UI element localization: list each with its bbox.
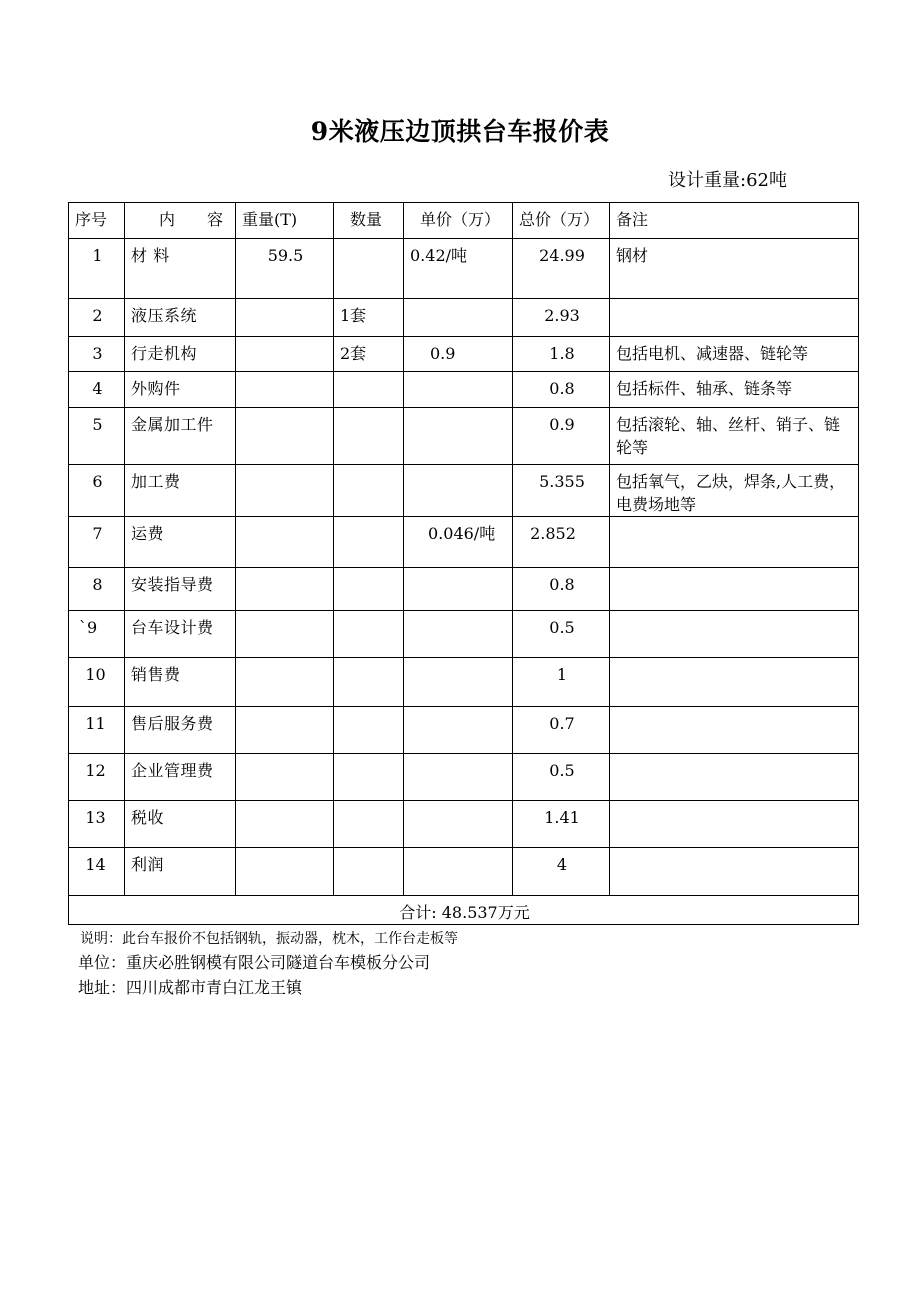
row-item: 加工费 xyxy=(125,465,236,517)
row-remark xyxy=(610,299,859,337)
row-item: 利润 xyxy=(125,848,236,896)
row-weight xyxy=(236,754,334,801)
row-weight xyxy=(236,299,334,337)
row-no: 4 xyxy=(69,372,125,408)
row-qty xyxy=(334,801,404,848)
row-total: 0.5 xyxy=(513,754,610,801)
row-item: 销售费 xyxy=(125,658,236,707)
row-remark xyxy=(610,517,859,568)
row-remark: 包括氧气，乙炔，焊条,人工费，电费场地等 xyxy=(610,465,859,517)
row-qty xyxy=(334,658,404,707)
row-total: 1.8 xyxy=(513,337,610,372)
table-row xyxy=(69,568,859,611)
row-unit-price xyxy=(404,754,513,801)
row-unit-price xyxy=(404,465,513,517)
table-row xyxy=(69,848,859,896)
row-unit-price xyxy=(404,568,513,611)
row-qty xyxy=(334,465,404,517)
row-total: 0.9 xyxy=(513,408,610,465)
row-weight xyxy=(236,801,334,848)
row-weight xyxy=(236,372,334,408)
row-item: 外购件 xyxy=(125,372,236,408)
row-weight xyxy=(236,611,334,658)
row-qty: 2套 xyxy=(334,337,404,372)
table-row xyxy=(69,707,859,754)
row-item: 税收 xyxy=(125,801,236,848)
row-remark: 包括滚轮、轴、丝杆、销子、链轮等 xyxy=(610,408,859,465)
row-qty xyxy=(334,707,404,754)
row-no: 12 xyxy=(69,754,125,801)
header-unit-price: 单价（万） xyxy=(404,203,513,239)
header-weight: 重量(T) xyxy=(236,203,334,239)
address-note: 地址：四川成都市青白江龙王镇 xyxy=(78,978,303,997)
row-total: 0.8 xyxy=(513,372,610,408)
row-weight: 59.5 xyxy=(236,239,334,299)
row-total: 5.355 xyxy=(513,465,610,517)
row-remark xyxy=(610,754,859,801)
row-qty xyxy=(334,568,404,611)
header-remark: 备注 xyxy=(610,203,859,239)
row-qty xyxy=(334,848,404,896)
row-unit-price: 0.9 xyxy=(404,337,513,372)
row-total: 0.5 xyxy=(513,611,610,658)
explanation-note: 说明：此台车报价不包括钢轨，振动器，枕木，工作台走板等 xyxy=(80,931,458,947)
row-weight xyxy=(236,517,334,568)
row-qty xyxy=(334,611,404,658)
company-note: 单位：重庆必胜钢模有限公司隧道台车模板分公司 xyxy=(78,953,431,972)
row-item: 行走机构 xyxy=(125,337,236,372)
table-row xyxy=(69,754,859,801)
row-item: 材 料 xyxy=(125,239,236,299)
row-weight xyxy=(236,337,334,372)
row-unit-price xyxy=(404,801,513,848)
table-header-row xyxy=(69,203,859,239)
row-no: 11 xyxy=(69,707,125,754)
row-weight xyxy=(236,568,334,611)
row-total: 0.7 xyxy=(513,707,610,754)
table-row xyxy=(69,239,859,299)
row-remark xyxy=(610,707,859,754)
row-no: 14 xyxy=(69,848,125,896)
row-item: 安装指导费 xyxy=(125,568,236,611)
table-row xyxy=(69,372,859,408)
row-no: `9 xyxy=(69,611,125,658)
row-remark xyxy=(610,611,859,658)
table-row xyxy=(69,337,859,372)
row-no: 1 xyxy=(69,239,125,299)
design-weight: 设计重量:62吨 xyxy=(668,170,787,191)
row-remark: 包括电机、减速器、链轮等 xyxy=(610,337,859,372)
quote-table xyxy=(68,202,859,925)
grand-total: 合计: 48.537万元 xyxy=(69,896,859,925)
table-row xyxy=(69,299,859,337)
row-qty xyxy=(334,517,404,568)
row-qty xyxy=(334,754,404,801)
row-total: 2.93 xyxy=(513,299,610,337)
row-remark xyxy=(610,658,859,707)
row-total: 1.41 xyxy=(513,801,610,848)
row-qty xyxy=(334,408,404,465)
table-row xyxy=(69,517,859,568)
row-item: 液压系统 xyxy=(125,299,236,337)
row-qty xyxy=(334,239,404,299)
row-item: 运费 xyxy=(125,517,236,568)
row-remark: 包括标件、轴承、链条等 xyxy=(610,372,859,408)
row-total: 24.99 xyxy=(513,239,610,299)
row-item: 金属加工件 xyxy=(125,408,236,465)
row-weight xyxy=(236,408,334,465)
row-weight xyxy=(236,707,334,754)
row-no: 6 xyxy=(69,465,125,517)
total-row xyxy=(69,896,859,925)
row-unit-price xyxy=(404,707,513,754)
row-unit-price xyxy=(404,611,513,658)
row-total: 2.852 xyxy=(513,517,610,568)
row-no: 13 xyxy=(69,801,125,848)
row-total: 0.8 xyxy=(513,568,610,611)
header-item: 内 容 xyxy=(125,203,236,239)
header-no: 序号 xyxy=(69,203,125,239)
row-total: 4 xyxy=(513,848,610,896)
row-no: 2 xyxy=(69,299,125,337)
row-unit-price xyxy=(404,299,513,337)
table-row xyxy=(69,408,859,465)
row-remark xyxy=(610,801,859,848)
row-remark: 钢材 xyxy=(610,239,859,299)
table-row xyxy=(69,801,859,848)
document-title: 9米液压边顶拱台车报价表 xyxy=(310,117,610,146)
row-item: 售后服务费 xyxy=(125,707,236,754)
header-qty: 数量 xyxy=(334,203,404,239)
row-remark xyxy=(610,848,859,896)
row-unit-price xyxy=(404,372,513,408)
row-no: 7 xyxy=(69,517,125,568)
table-row xyxy=(69,465,859,517)
table-row xyxy=(69,611,859,658)
row-unit-price xyxy=(404,658,513,707)
row-item: 企业管理费 xyxy=(125,754,236,801)
row-weight xyxy=(236,658,334,707)
row-unit-price xyxy=(404,408,513,465)
row-unit-price: 0.046/吨 xyxy=(404,517,513,568)
table-row xyxy=(69,658,859,707)
row-unit-price: 0.42/吨 xyxy=(404,239,513,299)
row-no: 3 xyxy=(69,337,125,372)
row-total: 1 xyxy=(513,658,610,707)
row-no: 8 xyxy=(69,568,125,611)
row-unit-price xyxy=(404,848,513,896)
row-qty xyxy=(334,372,404,408)
header-total: 总价（万） xyxy=(513,203,610,239)
row-no: 5 xyxy=(69,408,125,465)
row-item: 台车设计费 xyxy=(125,611,236,658)
row-remark xyxy=(610,568,859,611)
row-weight xyxy=(236,848,334,896)
row-qty: 1套 xyxy=(334,299,404,337)
row-weight xyxy=(236,465,334,517)
row-no: 10 xyxy=(69,658,125,707)
